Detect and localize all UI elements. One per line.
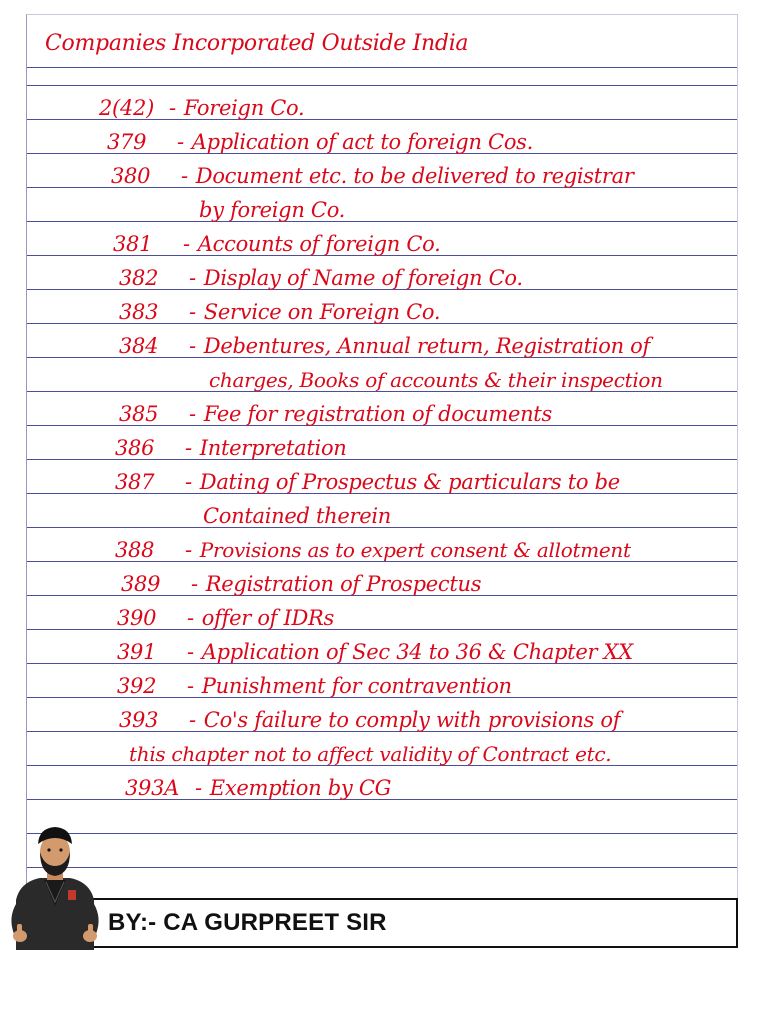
ruled-line bbox=[27, 85, 737, 86]
dash: - bbox=[187, 606, 194, 630]
list-item bbox=[121, 571, 481, 597]
dash: - bbox=[177, 130, 184, 154]
list-item bbox=[119, 299, 440, 325]
section-text: Provisions as to expert consent & allotment bbox=[199, 538, 631, 562]
dash: - bbox=[189, 334, 196, 358]
section-text: Co's failure to comply with provisions of bbox=[203, 708, 621, 732]
list-item bbox=[119, 265, 523, 291]
presenter-avatar bbox=[6, 822, 104, 950]
section-text: offer of IDRs bbox=[201, 606, 335, 630]
section-number: 379 bbox=[107, 130, 147, 154]
dash: - bbox=[189, 266, 196, 290]
list-item bbox=[117, 673, 512, 699]
list-item bbox=[111, 163, 634, 189]
section-text: Registration of Prospectus bbox=[205, 572, 482, 596]
section-text: Document etc. to be delivered to registrar bbox=[195, 164, 634, 188]
section-text: Debentures, Annual return, Registration of bbox=[203, 334, 650, 358]
dash: - bbox=[189, 300, 196, 324]
section-text: Fee for registration of documents bbox=[203, 402, 552, 426]
section-text-continued: charges, Books of accounts & their inspection bbox=[209, 368, 663, 392]
list-item bbox=[119, 401, 552, 427]
section-text-continued: by foreign Co. bbox=[199, 198, 346, 222]
list-item bbox=[115, 537, 631, 563]
list-item bbox=[113, 231, 441, 257]
list-item bbox=[119, 707, 620, 733]
dash: - bbox=[195, 776, 202, 800]
dash: - bbox=[187, 674, 194, 698]
list-item bbox=[119, 333, 650, 359]
ruled-line bbox=[27, 833, 737, 834]
section-number: 393A bbox=[125, 776, 180, 800]
dash: - bbox=[183, 232, 190, 256]
section-text: Display of Name of foreign Co. bbox=[203, 266, 523, 290]
section-text-continued: this chapter not to affect validity of Contract etc. bbox=[129, 742, 612, 766]
section-text: Application of Sec 34 to 36 & Chapter XX bbox=[201, 640, 633, 664]
section-number: 381 bbox=[113, 232, 153, 256]
dash: - bbox=[191, 572, 198, 596]
section-text: Application of act to foreign Cos. bbox=[191, 130, 534, 154]
section-text-continued: Contained therein bbox=[203, 504, 391, 528]
section-number: 2(42) bbox=[99, 96, 154, 120]
section-number: 387 bbox=[115, 470, 155, 494]
section-number: 391 bbox=[117, 640, 157, 664]
section-text: Punishment for contravention bbox=[201, 674, 512, 698]
dash: - bbox=[185, 436, 192, 460]
section-number: 390 bbox=[117, 606, 157, 630]
dash: - bbox=[189, 708, 196, 732]
section-number: 382 bbox=[119, 266, 159, 290]
ruled-line bbox=[27, 67, 737, 68]
dash: - bbox=[169, 96, 176, 120]
section-text: Dating of Prospectus & particulars to be bbox=[199, 470, 620, 494]
section-number: 380 bbox=[111, 164, 151, 188]
ruled-line bbox=[27, 221, 737, 222]
page-title: Companies Incorporated Outside India bbox=[45, 31, 469, 56]
section-number: 393 bbox=[119, 708, 159, 732]
dash: - bbox=[181, 164, 188, 188]
section-number: 384 bbox=[119, 334, 159, 358]
section-number: 383 bbox=[119, 300, 159, 324]
section-text: Foreign Co. bbox=[183, 96, 305, 120]
section-number: 388 bbox=[115, 538, 155, 562]
dash: - bbox=[187, 640, 194, 664]
list-item bbox=[99, 95, 304, 121]
section-text: Interpretation bbox=[199, 436, 347, 460]
list-item bbox=[107, 129, 533, 155]
dash: - bbox=[189, 402, 196, 426]
list-item bbox=[125, 775, 391, 801]
section-text: Service on Foreign Co. bbox=[203, 300, 441, 324]
ruled-notebook-page bbox=[26, 14, 738, 948]
author-credit: BY:- CA GURPREET SIR bbox=[108, 909, 387, 936]
dash: - bbox=[185, 538, 192, 562]
section-number: 389 bbox=[121, 572, 161, 596]
section-number: 392 bbox=[117, 674, 157, 698]
ruled-line bbox=[27, 867, 737, 868]
dash: - bbox=[185, 470, 192, 494]
section-number: 386 bbox=[115, 436, 155, 460]
section-number: 385 bbox=[119, 402, 159, 426]
section-text: Exemption by CG bbox=[209, 776, 392, 800]
list-item bbox=[117, 639, 633, 665]
list-item bbox=[117, 605, 334, 631]
list-item bbox=[115, 469, 620, 495]
list-item bbox=[115, 435, 347, 461]
section-text: Accounts of foreign Co. bbox=[197, 232, 441, 256]
credit-banner bbox=[78, 898, 738, 948]
